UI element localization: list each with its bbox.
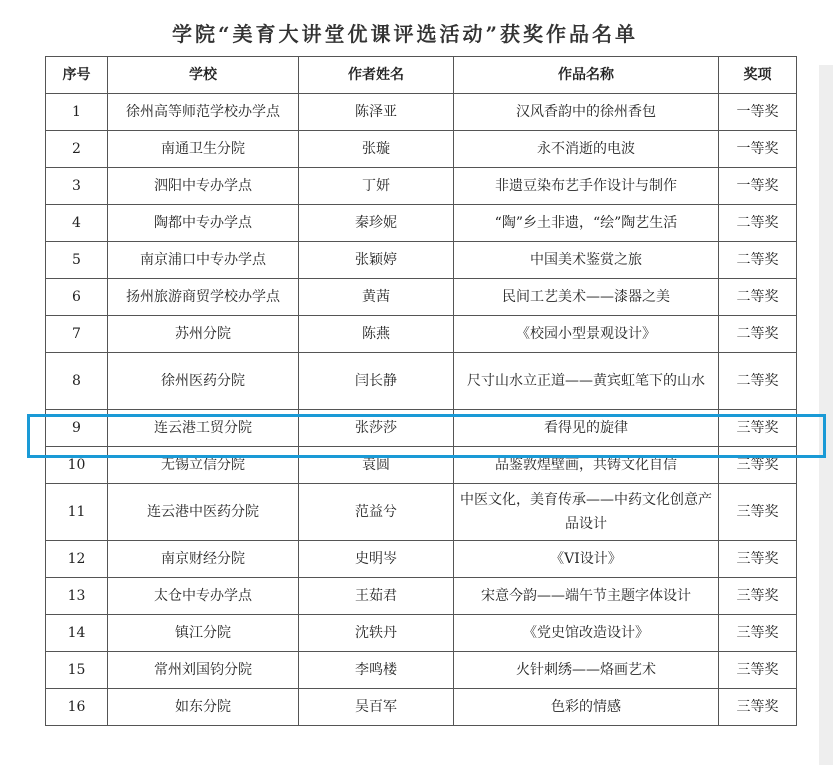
- header-school: 学校: [108, 57, 299, 94]
- cell-work: 《党史馆改造设计》: [454, 615, 719, 652]
- cell-award: 二等奖: [719, 316, 797, 353]
- cell-index: 5: [46, 242, 108, 279]
- cell-work: 汉风香韵中的徐州香包: [454, 94, 719, 131]
- cell-author: 陈泽亚: [299, 94, 454, 131]
- cell-index: 6: [46, 279, 108, 316]
- cell-school: 泗阳中专办学点: [108, 168, 299, 205]
- cell-author: 闫长静: [299, 353, 454, 410]
- cell-index: 3: [46, 168, 108, 205]
- table-row: [46, 652, 797, 689]
- cell-author: 吴百军: [299, 689, 454, 726]
- cell-index: 11: [46, 484, 108, 541]
- cell-author: 史明岑: [299, 541, 454, 578]
- cell-author: 李鸣楼: [299, 652, 454, 689]
- table-row: [46, 205, 797, 242]
- cell-work: 非遗豆染布艺手作设计与制作: [454, 168, 719, 205]
- cell-school: 连云港中医药分院: [108, 484, 299, 541]
- cell-school: 太仓中专办学点: [108, 578, 299, 615]
- cell-index: 10: [46, 447, 108, 484]
- cell-author: 秦珍妮: [299, 205, 454, 242]
- cell-work: 《校园小型景观设计》: [454, 316, 719, 353]
- cell-author: 王茹君: [299, 578, 454, 615]
- cell-index: 12: [46, 541, 108, 578]
- cell-work: 《VI设计》: [454, 541, 719, 578]
- cell-school: 连云港工贸分院: [108, 410, 299, 447]
- cell-index: 8: [46, 353, 108, 410]
- cell-award: 一等奖: [719, 94, 797, 131]
- cell-award: 二等奖: [719, 242, 797, 279]
- cell-award: 二等奖: [719, 279, 797, 316]
- cell-author: 张颖婷: [299, 242, 454, 279]
- cell-author: 张璇: [299, 131, 454, 168]
- cell-award: 一等奖: [719, 131, 797, 168]
- header-index: 序号: [46, 57, 108, 94]
- table-row: [46, 578, 797, 615]
- table-row: [46, 410, 797, 447]
- cell-school: 陶都中专办学点: [108, 205, 299, 242]
- cell-school: 南通卫生分院: [108, 131, 299, 168]
- cell-school: 常州刘国钧分院: [108, 652, 299, 689]
- cell-work: 民间工艺美术——漆器之美: [454, 279, 719, 316]
- table-row: [46, 279, 797, 316]
- cell-school: 无锡立信分院: [108, 447, 299, 484]
- table-row: [46, 316, 797, 353]
- cell-award: 二等奖: [719, 353, 797, 410]
- cell-author: 袁圆: [299, 447, 454, 484]
- cell-author: 范益兮: [299, 484, 454, 541]
- cell-index: 9: [46, 410, 108, 447]
- cell-award: 三等奖: [719, 689, 797, 726]
- cell-index: 7: [46, 316, 108, 353]
- scrollbar-track[interactable]: [819, 65, 833, 765]
- table-row: [46, 689, 797, 726]
- cell-school: 如东分院: [108, 689, 299, 726]
- cell-index: 15: [46, 652, 108, 689]
- cell-school: 徐州高等师范学校办学点: [108, 94, 299, 131]
- awards-table: [45, 56, 797, 726]
- cell-work: 宋意今韵——端午节主题字体设计: [454, 578, 719, 615]
- cell-award: 三等奖: [719, 447, 797, 484]
- header-award: 奖项: [719, 57, 797, 94]
- cell-school: 徐州医药分院: [108, 353, 299, 410]
- cell-award: 三等奖: [719, 652, 797, 689]
- cell-author: 丁妍: [299, 168, 454, 205]
- cell-award: 三等奖: [719, 615, 797, 652]
- cell-work: 看得见的旋律: [454, 410, 719, 447]
- table-row: [46, 131, 797, 168]
- table-row: [46, 353, 797, 410]
- table-row: [46, 484, 797, 541]
- cell-award: 三等奖: [719, 484, 797, 541]
- cell-index: 16: [46, 689, 108, 726]
- cell-work: 永不消逝的电波: [454, 131, 719, 168]
- cell-work: 品鉴敦煌壁画，共铸文化自信: [454, 447, 719, 484]
- header-work: 作品名称: [454, 57, 719, 94]
- table-row: [46, 447, 797, 484]
- cell-work: “陶”乡土非遗，“绘”陶艺生活: [454, 205, 719, 242]
- cell-author: 陈燕: [299, 316, 454, 353]
- cell-index: 14: [46, 615, 108, 652]
- cell-work: 中医文化，美育传承——中药文化创意产品设计: [454, 484, 719, 541]
- cell-award: 三等奖: [719, 578, 797, 615]
- cell-work: 中国美术鉴赏之旅: [454, 242, 719, 279]
- cell-work: 色彩的情感: [454, 689, 719, 726]
- cell-author: 沈轶丹: [299, 615, 454, 652]
- cell-index: 2: [46, 131, 108, 168]
- cell-work: 火针刺绣——烙画艺术: [454, 652, 719, 689]
- cell-award: 三等奖: [719, 541, 797, 578]
- table-row: [46, 242, 797, 279]
- cell-school: 苏州分院: [108, 316, 299, 353]
- cell-school: 扬州旅游商贸学校办学点: [108, 279, 299, 316]
- cell-award: 一等奖: [719, 168, 797, 205]
- cell-index: 13: [46, 578, 108, 615]
- header-row: [46, 57, 797, 94]
- cell-index: 4: [46, 205, 108, 242]
- table-row: [46, 541, 797, 578]
- cell-school: 南京财经分院: [108, 541, 299, 578]
- table-row: [46, 168, 797, 205]
- cell-award: 二等奖: [719, 205, 797, 242]
- table-row: [46, 615, 797, 652]
- cell-author: 黄茜: [299, 279, 454, 316]
- cell-index: 1: [46, 94, 108, 131]
- table-row: [46, 94, 797, 131]
- page-title: 学院“美育大讲堂优课评选活动”获奖作品名单: [171, 22, 638, 46]
- cell-school: 南京浦口中专办学点: [108, 242, 299, 279]
- header-author: 作者姓名: [299, 57, 454, 94]
- cell-author: 张莎莎: [299, 410, 454, 447]
- cell-school: 镇江分院: [108, 615, 299, 652]
- cell-work: 尺寸山水立正道——黄宾虹笔下的山水: [454, 353, 719, 410]
- cell-award: 三等奖: [719, 410, 797, 447]
